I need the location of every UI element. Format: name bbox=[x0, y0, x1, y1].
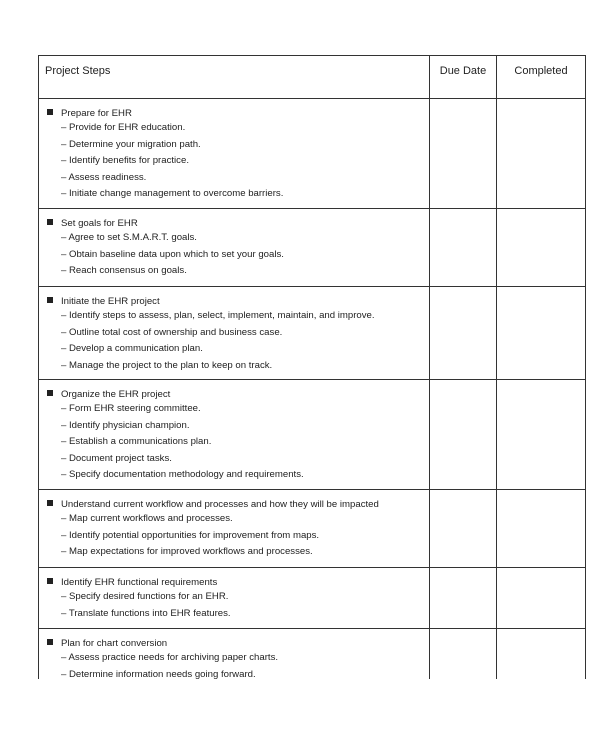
list-item: – Agree to set S.M.A.R.T. goals. bbox=[61, 232, 197, 243]
due-date-cell[interactable] bbox=[430, 99, 497, 208]
section-title: Set goals for EHR bbox=[61, 218, 138, 229]
list-item: – Assess practice needs for archiving paper charts. bbox=[61, 652, 279, 663]
due-date-cell[interactable] bbox=[430, 380, 497, 489]
list-item: – Develop a communication plan. bbox=[61, 343, 203, 355]
list-item: – Identify potential opportunities for improvement from maps. bbox=[61, 529, 320, 541]
steps-cell bbox=[39, 380, 430, 489]
table-header-row bbox=[39, 56, 585, 99]
due-date-cell[interactable] bbox=[430, 568, 497, 628]
list-item: – Determine your migration path. bbox=[61, 138, 201, 150]
list-item: – Map current workflows and processes. bbox=[61, 513, 233, 524]
list-item: – Identify steps to assess, plan, select, implement, maintain, and improve. bbox=[61, 310, 375, 321]
section-row-set-goals bbox=[39, 209, 585, 287]
list-item: – Identify physician champion. bbox=[61, 419, 190, 431]
square-bullet-icon bbox=[47, 578, 53, 584]
list-item: – Manage the project to the plan to keep on track. bbox=[61, 359, 273, 371]
completed-cell[interactable] bbox=[497, 380, 585, 489]
section-row-functional-requirements bbox=[39, 568, 585, 629]
list-item: – Initiate change management to overcome barriers. bbox=[61, 188, 284, 200]
due-date-cell[interactable] bbox=[430, 287, 497, 379]
section-title: Prepare for EHR bbox=[61, 108, 132, 119]
square-bullet-icon bbox=[47, 219, 53, 225]
square-bullet-icon bbox=[47, 109, 53, 115]
completed-cell[interactable] bbox=[497, 629, 585, 679]
section-row-prepare bbox=[39, 99, 585, 209]
list-item: – Determine information needs going forward. bbox=[61, 668, 256, 679]
header-due-date: Due Date bbox=[430, 56, 497, 98]
completed-cell[interactable] bbox=[497, 99, 585, 208]
due-date-cell[interactable] bbox=[430, 209, 497, 286]
list-item: – Assess readiness. bbox=[61, 171, 147, 183]
list-item: – Specify documentation methodology and requirements. bbox=[61, 469, 304, 481]
section-row-workflow bbox=[39, 490, 585, 568]
list-item: – Document project tasks. bbox=[61, 452, 172, 464]
due-date-cell[interactable] bbox=[430, 629, 497, 679]
section-title: Initiate the EHR project bbox=[61, 296, 160, 307]
steps-cell bbox=[39, 629, 430, 679]
header-project-steps: Project Steps bbox=[39, 56, 430, 98]
due-date-cell[interactable] bbox=[430, 490, 497, 567]
section-row-organize bbox=[39, 380, 585, 490]
square-bullet-icon bbox=[47, 639, 53, 645]
list-item: – Reach consensus on goals. bbox=[61, 265, 187, 277]
steps-cell bbox=[39, 490, 430, 567]
section-title: Identify EHR functional requirements bbox=[61, 577, 218, 588]
section-row-chart-conversion bbox=[39, 629, 585, 679]
completed-cell[interactable] bbox=[497, 209, 585, 286]
list-item: – Outline total cost of ownership and business case. bbox=[61, 326, 283, 338]
section-title: Plan for chart conversion bbox=[61, 638, 168, 649]
list-item: – Provide for EHR education. bbox=[61, 122, 186, 133]
square-bullet-icon bbox=[47, 390, 53, 396]
steps-cell bbox=[39, 287, 430, 379]
list-item: – Establish a communications plan. bbox=[61, 436, 212, 448]
list-item: – Translate functions into EHR features. bbox=[61, 607, 231, 619]
list-item: – Map expectations for improved workflows and processes. bbox=[61, 546, 313, 558]
section-title: Understand current workflow and processes and how they will be impacted bbox=[61, 499, 379, 510]
list-item: – Form EHR steering committee. bbox=[61, 403, 201, 414]
list-item: – Specify desired functions for an EHR. bbox=[61, 591, 229, 602]
header-completed: Completed bbox=[514, 65, 568, 77]
steps-cell bbox=[39, 209, 430, 286]
list-item: – Obtain baseline data upon which to set your goals. bbox=[61, 248, 284, 260]
list-item: – Identify benefits for practice. bbox=[61, 155, 189, 167]
section-row-initiate bbox=[39, 287, 585, 380]
section-title: Organize the EHR project bbox=[61, 389, 171, 400]
steps-cell bbox=[39, 99, 430, 208]
completed-cell[interactable] bbox=[497, 568, 585, 628]
completed-cell[interactable] bbox=[497, 287, 585, 379]
square-bullet-icon bbox=[47, 297, 53, 303]
steps-cell bbox=[39, 568, 430, 628]
project-steps-table bbox=[38, 55, 586, 679]
square-bullet-icon bbox=[47, 500, 53, 506]
completed-cell[interactable] bbox=[497, 490, 585, 567]
